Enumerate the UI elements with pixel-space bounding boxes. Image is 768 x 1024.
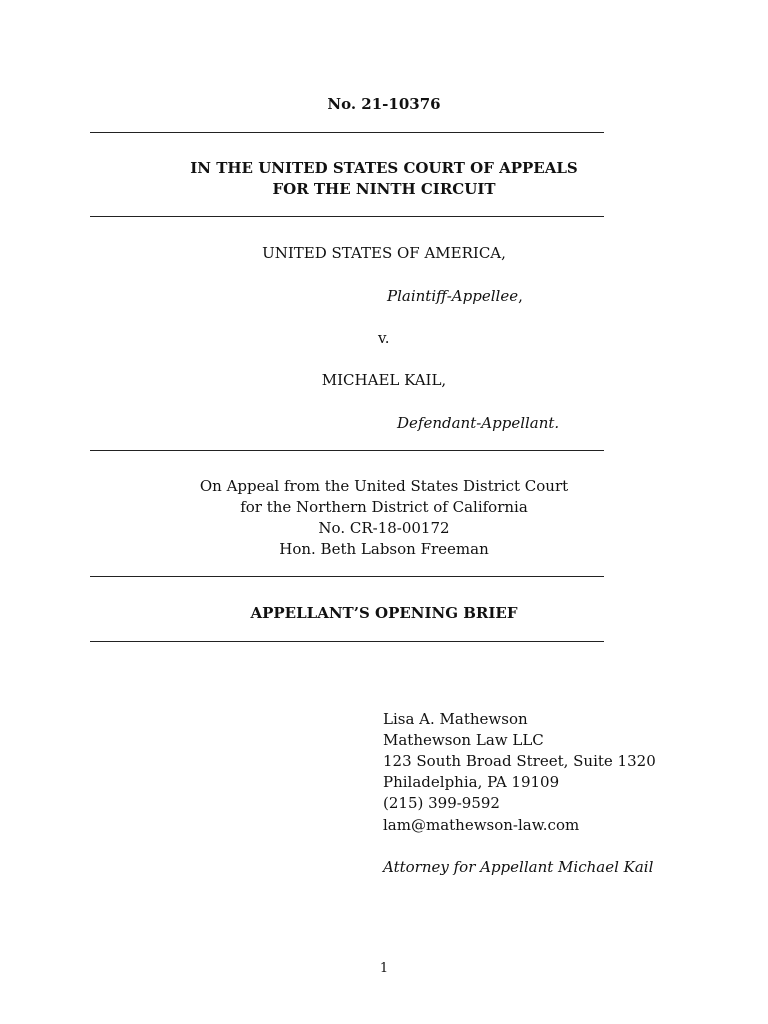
counsel-name: Lisa A. Mathewson xyxy=(383,710,528,728)
counsel-firm: Mathewson Law LLC xyxy=(383,731,544,749)
counsel-role: Attorney for Appellant Michael Kail xyxy=(383,858,654,876)
counsel-address-city: Philadelphia, PA 19109 xyxy=(383,773,560,791)
counsel-address-street: 123 South Broad Street, Suite 1320 xyxy=(383,752,656,770)
case-number: No. 21-10376 xyxy=(327,95,441,113)
divider-rule xyxy=(90,132,604,133)
plaintiff-name: UNITED STATES OF AMERICA, xyxy=(262,244,506,262)
court-name-line-2: FOR THE NINTH CIRCUIT xyxy=(272,180,496,198)
divider-rule xyxy=(90,450,604,451)
court-name-line-1: IN THE UNITED STATES COURT OF APPEALS xyxy=(190,159,578,177)
defendant-name: MICHAEL KAIL, xyxy=(321,371,447,389)
divider-rule xyxy=(90,576,604,577)
brief-title: APPELLANT’S OPENING BRIEF xyxy=(250,604,518,622)
page-number: 1 xyxy=(379,961,389,976)
counsel-email: lam@mathewson-law.com xyxy=(383,816,580,834)
divider-rule xyxy=(90,216,604,217)
counsel-phone: (215) 399-9592 xyxy=(383,794,500,812)
defendant-role: Defendant-Appellant. xyxy=(397,414,560,432)
plaintiff-role-comma: , xyxy=(518,287,523,305)
district-case-number: No. CR-18-00172 xyxy=(318,519,450,537)
appeal-origin-line-2: for the Northern District of California xyxy=(240,498,528,516)
versus: v. xyxy=(378,329,390,347)
appeal-origin-line-1: On Appeal from the United States District Court xyxy=(199,477,569,495)
plaintiff-role xyxy=(387,286,523,307)
divider-rule xyxy=(90,641,604,642)
plaintiff-role-text: Plaintiff-Appellee xyxy=(387,287,519,305)
district-judge: Hon. Beth Labson Freeman xyxy=(279,540,489,558)
